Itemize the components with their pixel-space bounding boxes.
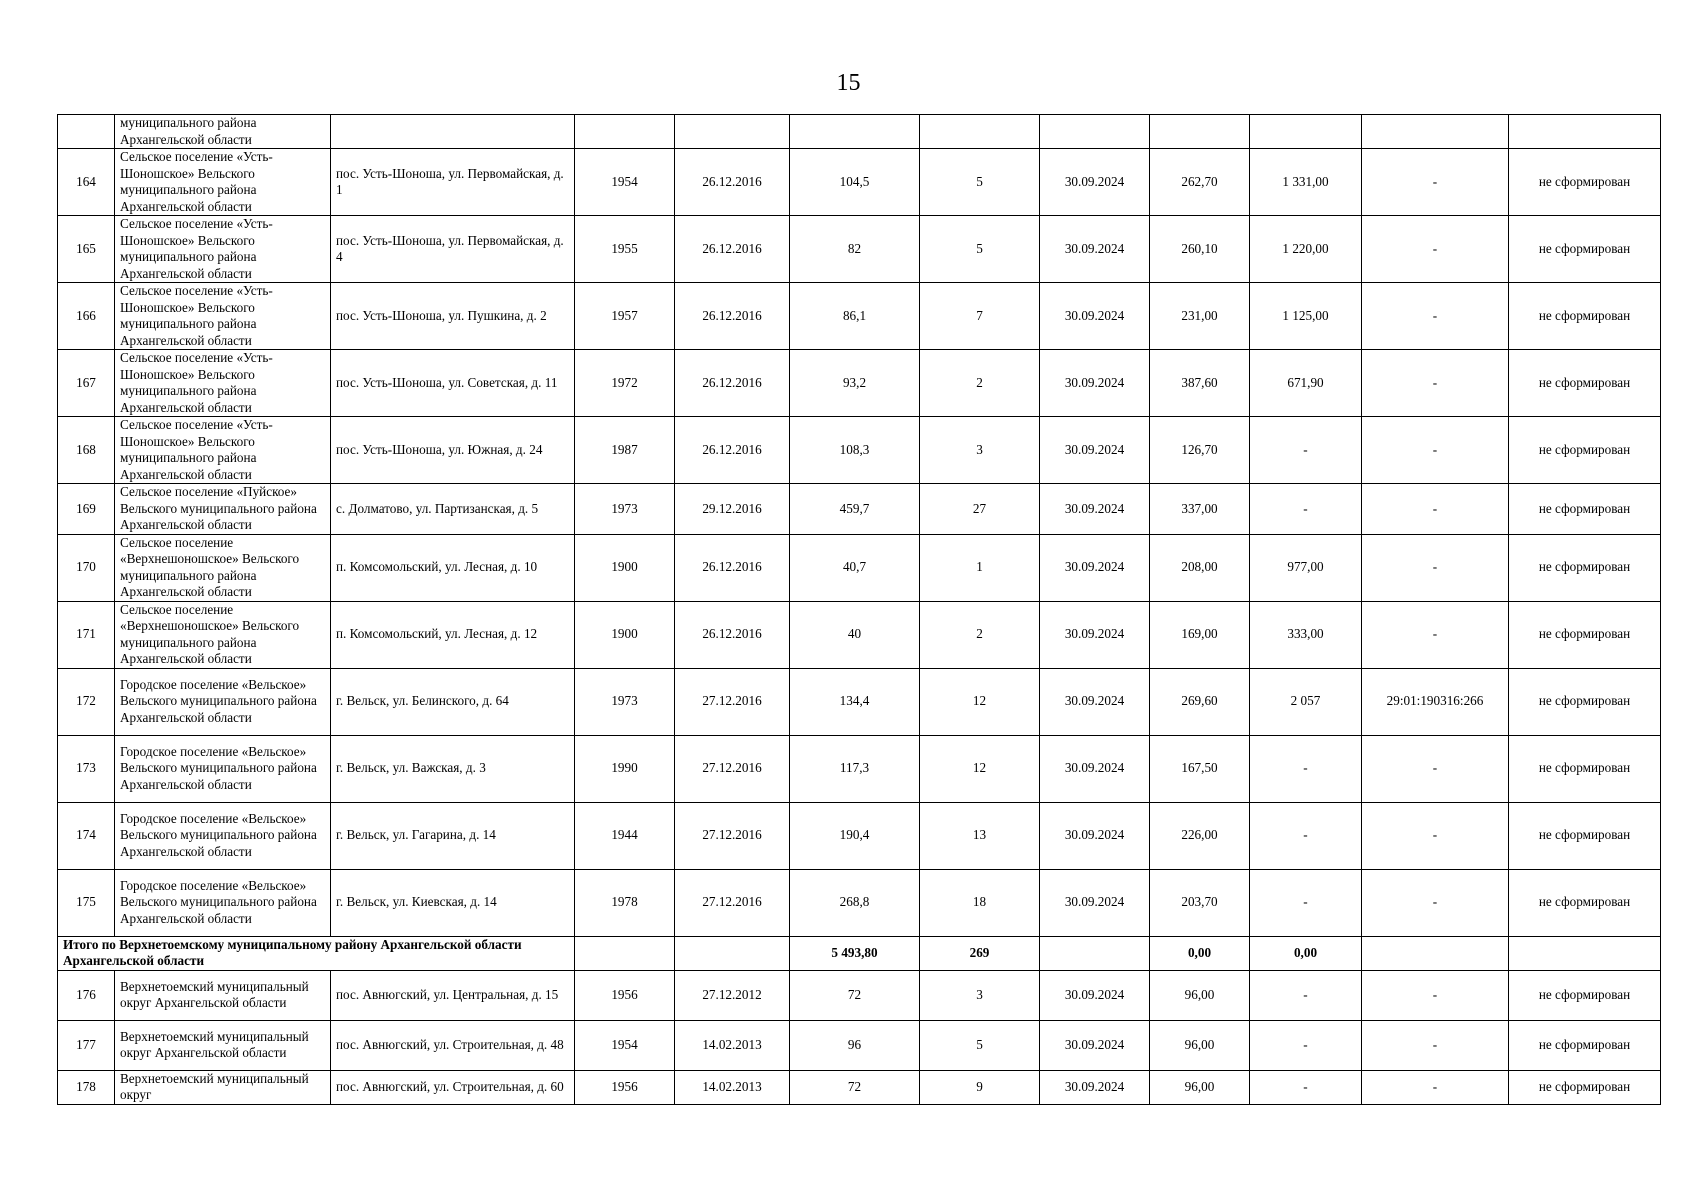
cell-empty bbox=[1509, 115, 1661, 149]
cell-deadline: 30.09.2024 bbox=[1040, 350, 1150, 417]
table-row bbox=[58, 970, 1661, 1020]
cell-settlement: Сельское поселение «Верхнешоношское» Вельского муниципального района Архангельской области bbox=[115, 601, 331, 668]
cell-address: пос. Усть-Шоноша, ул. Первомайская, д. 4 bbox=[331, 216, 575, 283]
cell-empty bbox=[675, 936, 790, 970]
cell-status: не сформирован bbox=[1509, 970, 1661, 1020]
cell-plot-area: 1 125,00 bbox=[1250, 283, 1362, 350]
cell-address: г. Вельск, ул. Гагарина, д. 14 bbox=[331, 802, 575, 869]
cell-area: 40,7 bbox=[790, 534, 920, 601]
cell-date: 26.12.2016 bbox=[675, 417, 790, 484]
table-row bbox=[58, 350, 1661, 417]
cell-deadline: 30.09.2024 bbox=[1040, 601, 1150, 668]
cell-address: п. Комсомольский, ул. Лесная, д. 12 bbox=[331, 601, 575, 668]
cell-plot-area: - bbox=[1250, 970, 1362, 1020]
cell-area: 108,3 bbox=[790, 417, 920, 484]
cell-year: 1900 bbox=[575, 601, 675, 668]
table-row bbox=[58, 1020, 1661, 1070]
cell-cadastral: - bbox=[1362, 149, 1509, 216]
cell-address: г. Вельск, ул. Важская, д. 3 bbox=[331, 735, 575, 802]
cell-land-area: 169,00 bbox=[1150, 601, 1250, 668]
cell-land-area: 96,00 bbox=[1150, 970, 1250, 1020]
cell-date: 27.12.2016 bbox=[675, 668, 790, 735]
cell-deadline: 30.09.2024 bbox=[1040, 869, 1150, 936]
cell-cadastral: - bbox=[1362, 601, 1509, 668]
cell-num: 176 bbox=[58, 970, 115, 1020]
cell-date: 26.12.2016 bbox=[675, 283, 790, 350]
page-number: 15 bbox=[836, 70, 861, 96]
cell-year: 1954 bbox=[575, 149, 675, 216]
cell-date: 29.12.2016 bbox=[675, 484, 790, 535]
cell-residents: 5 bbox=[920, 216, 1040, 283]
cell-num: 172 bbox=[58, 668, 115, 735]
cell-empty bbox=[1362, 936, 1509, 970]
cell-residents: 1 bbox=[920, 534, 1040, 601]
cell-area: 134,4 bbox=[790, 668, 920, 735]
total-plot-area: 0,00 bbox=[1250, 936, 1362, 970]
cell-status: не сформирован bbox=[1509, 283, 1661, 350]
cell-plot-area: - bbox=[1250, 802, 1362, 869]
cell-land-area: 226,00 bbox=[1150, 802, 1250, 869]
cell-cadastral: - bbox=[1362, 350, 1509, 417]
table-row bbox=[58, 802, 1661, 869]
cell-year: 1987 bbox=[575, 417, 675, 484]
cell-year: 1944 bbox=[575, 802, 675, 869]
cell-address: п. Комсомольский, ул. Лесная, д. 10 bbox=[331, 534, 575, 601]
cell-empty bbox=[575, 115, 675, 149]
cell-year: 1973 bbox=[575, 668, 675, 735]
cell-address: пос. Авнюгский, ул. Строительная, д. 48 bbox=[331, 1020, 575, 1070]
cell-land-area: 387,60 bbox=[1150, 350, 1250, 417]
cell-area: 40 bbox=[790, 601, 920, 668]
cell-year: 1972 bbox=[575, 350, 675, 417]
cell-deadline: 30.09.2024 bbox=[1040, 668, 1150, 735]
cell-cadastral: - bbox=[1362, 970, 1509, 1020]
cell-plot-area: 1 220,00 bbox=[1250, 216, 1362, 283]
cell-land-area: 231,00 bbox=[1150, 283, 1250, 350]
cell-settlement: муниципального района Архангельской области bbox=[115, 115, 331, 149]
total-label: Итого по Верхнетоемскому муниципальному району Архангельской области Архангельской области bbox=[58, 936, 575, 970]
cell-plot-area: - bbox=[1250, 484, 1362, 535]
cell-num: 178 bbox=[58, 1070, 115, 1104]
cell-cadastral: - bbox=[1362, 484, 1509, 535]
cell-empty bbox=[1040, 115, 1150, 149]
cell-area: 93,2 bbox=[790, 350, 920, 417]
cell-date: 26.12.2016 bbox=[675, 601, 790, 668]
cell-deadline: 30.09.2024 bbox=[1040, 149, 1150, 216]
table-row bbox=[58, 283, 1661, 350]
cell-deadline: 30.09.2024 bbox=[1040, 417, 1150, 484]
cell-residents: 7 bbox=[920, 283, 1040, 350]
cell-plot-area: 333,00 bbox=[1250, 601, 1362, 668]
cell-address: пос. Усть-Шоноша, ул. Пушкина, д. 2 bbox=[331, 283, 575, 350]
cell-land-area: 260,10 bbox=[1150, 216, 1250, 283]
cell-address: пос. Авнюгский, ул. Строительная, д. 60 bbox=[331, 1070, 575, 1104]
cell-deadline: 30.09.2024 bbox=[1040, 970, 1150, 1020]
cell-empty bbox=[1150, 115, 1250, 149]
cell-deadline: 30.09.2024 bbox=[1040, 534, 1150, 601]
cell-area: 117,3 bbox=[790, 735, 920, 802]
cell-year: 1955 bbox=[575, 216, 675, 283]
cell-area: 82 bbox=[790, 216, 920, 283]
cell-plot-area: - bbox=[1250, 1020, 1362, 1070]
cell-cadastral: - bbox=[1362, 534, 1509, 601]
cell-area: 268,8 bbox=[790, 869, 920, 936]
cell-status: не сформирован bbox=[1509, 1070, 1661, 1104]
cell-plot-area: - bbox=[1250, 417, 1362, 484]
cell-year: 1978 bbox=[575, 869, 675, 936]
table-row bbox=[58, 1070, 1661, 1104]
cell-address: г. Вельск, ул. Киевская, д. 14 bbox=[331, 869, 575, 936]
cell-num: 171 bbox=[58, 601, 115, 668]
table-row-total bbox=[58, 936, 1661, 970]
cell-land-area: 269,60 bbox=[1150, 668, 1250, 735]
cell-num: 174 bbox=[58, 802, 115, 869]
cell-date: 27.12.2016 bbox=[675, 802, 790, 869]
cell-cadastral: - bbox=[1362, 1020, 1509, 1070]
cell-date: 14.02.2013 bbox=[675, 1020, 790, 1070]
cell-year: 1990 bbox=[575, 735, 675, 802]
table-row bbox=[58, 484, 1661, 535]
cell-area: 72 bbox=[790, 1070, 920, 1104]
cell-land-area: 96,00 bbox=[1150, 1020, 1250, 1070]
cell-residents: 2 bbox=[920, 350, 1040, 417]
cell-plot-area: - bbox=[1250, 735, 1362, 802]
cell-deadline: 30.09.2024 bbox=[1040, 484, 1150, 535]
cell-settlement: Городское поселение «Вельское» Вельского муниципального района Архангельской области bbox=[115, 802, 331, 869]
cell-area: 96 bbox=[790, 1020, 920, 1070]
cell-status: не сформирован bbox=[1509, 484, 1661, 535]
cell-empty bbox=[58, 115, 115, 149]
table-row bbox=[58, 417, 1661, 484]
cell-plot-area: 671,90 bbox=[1250, 350, 1362, 417]
cell-empty bbox=[1040, 936, 1150, 970]
cell-date: 26.12.2016 bbox=[675, 534, 790, 601]
cell-address: пос. Авнюгский, ул. Центральная, д. 15 bbox=[331, 970, 575, 1020]
cell-empty bbox=[675, 115, 790, 149]
total-land-area: 0,00 bbox=[1150, 936, 1250, 970]
cell-num: 165 bbox=[58, 216, 115, 283]
cell-status: не сформирован bbox=[1509, 802, 1661, 869]
cell-settlement: Городское поселение «Вельское» Вельского муниципального района Архангельской области bbox=[115, 735, 331, 802]
cell-area: 72 bbox=[790, 970, 920, 1020]
cell-cadastral: - bbox=[1362, 1070, 1509, 1104]
cell-deadline: 30.09.2024 bbox=[1040, 802, 1150, 869]
cell-deadline: 30.09.2024 bbox=[1040, 1070, 1150, 1104]
cell-status: не сформирован bbox=[1509, 668, 1661, 735]
table-row bbox=[58, 216, 1661, 283]
cell-residents: 3 bbox=[920, 417, 1040, 484]
cell-residents: 3 bbox=[920, 970, 1040, 1020]
cell-date: 26.12.2016 bbox=[675, 216, 790, 283]
cell-residents: 12 bbox=[920, 735, 1040, 802]
cell-empty bbox=[1509, 936, 1661, 970]
cell-plot-area: 977,00 bbox=[1250, 534, 1362, 601]
cell-status: не сформирован bbox=[1509, 534, 1661, 601]
cell-num: 168 bbox=[58, 417, 115, 484]
cell-land-area: 337,00 bbox=[1150, 484, 1250, 535]
cell-address: пос. Усть-Шоноша, ул. Советская, д. 11 bbox=[331, 350, 575, 417]
cell-num: 175 bbox=[58, 869, 115, 936]
cell-cadastral: 29:01:190316:266 bbox=[1362, 668, 1509, 735]
cell-settlement: Городское поселение «Вельское» Вельского муниципального района Архангельской области bbox=[115, 668, 331, 735]
cell-year: 1956 bbox=[575, 970, 675, 1020]
cell-cadastral: - bbox=[1362, 283, 1509, 350]
cell-date: 14.02.2013 bbox=[675, 1070, 790, 1104]
cell-empty bbox=[790, 115, 920, 149]
cell-settlement: Сельское поселение «Верхнешоношское» Вельского муниципального района Архангельской области bbox=[115, 534, 331, 601]
cell-date: 27.12.2016 bbox=[675, 735, 790, 802]
cell-num: 170 bbox=[58, 534, 115, 601]
cell-date: 26.12.2016 bbox=[675, 350, 790, 417]
cell-year: 1900 bbox=[575, 534, 675, 601]
cell-land-area: 126,70 bbox=[1150, 417, 1250, 484]
cell-land-area: 167,50 bbox=[1150, 735, 1250, 802]
cell-plot-area: 1 331,00 bbox=[1250, 149, 1362, 216]
cell-residents: 2 bbox=[920, 601, 1040, 668]
cell-settlement: Сельское поселение «Пуйское» Вельского муниципального района Архангельской области bbox=[115, 484, 331, 535]
cell-status: не сформирован bbox=[1509, 735, 1661, 802]
table-row bbox=[58, 149, 1661, 216]
cell-num: 173 bbox=[58, 735, 115, 802]
cell-date: 27.12.2012 bbox=[675, 970, 790, 1020]
cell-area: 190,4 bbox=[790, 802, 920, 869]
cell-cadastral: - bbox=[1362, 417, 1509, 484]
cell-num: 177 bbox=[58, 1020, 115, 1070]
cell-status: не сформирован bbox=[1509, 417, 1661, 484]
cell-year: 1973 bbox=[575, 484, 675, 535]
cell-year: 1954 bbox=[575, 1020, 675, 1070]
cell-settlement: Сельское поселение «Усть-Шоношское» Вельского муниципального района Архангельской области bbox=[115, 417, 331, 484]
cell-address: г. Вельск, ул. Белинского, д. 64 bbox=[331, 668, 575, 735]
cell-empty bbox=[1362, 115, 1509, 149]
cell-settlement: Сельское поселение «Усть-Шоношское» Вельского муниципального района Архангельской области bbox=[115, 216, 331, 283]
cell-deadline: 30.09.2024 bbox=[1040, 283, 1150, 350]
cell-status: не сформирован bbox=[1509, 350, 1661, 417]
cell-residents: 5 bbox=[920, 149, 1040, 216]
table-row bbox=[58, 534, 1661, 601]
cell-residents: 13 bbox=[920, 802, 1040, 869]
cell-settlement: Городское поселение «Вельское» Вельского муниципального района Архангельской области bbox=[115, 869, 331, 936]
cell-address: с. Долматово, ул. Партизанская, д. 5 bbox=[331, 484, 575, 535]
cell-plot-area: - bbox=[1250, 1070, 1362, 1104]
cell-land-area: 96,00 bbox=[1150, 1070, 1250, 1104]
cell-residents: 12 bbox=[920, 668, 1040, 735]
cell-status: не сформирован bbox=[1509, 1020, 1661, 1070]
cell-status: не сформирован bbox=[1509, 869, 1661, 936]
cell-status: не сформирован bbox=[1509, 601, 1661, 668]
cell-land-area: 208,00 bbox=[1150, 534, 1250, 601]
total-area: 5 493,80 bbox=[790, 936, 920, 970]
table-row bbox=[58, 869, 1661, 936]
table-row bbox=[58, 735, 1661, 802]
housing-registry-table bbox=[57, 114, 1661, 1105]
cell-plot-area: 2 057 bbox=[1250, 668, 1362, 735]
cell-year: 1956 bbox=[575, 1070, 675, 1104]
cell-residents: 27 bbox=[920, 484, 1040, 535]
cell-settlement: Верхнетоемский муниципальный округ bbox=[115, 1070, 331, 1104]
cell-deadline: 30.09.2024 bbox=[1040, 1020, 1150, 1070]
cell-date: 27.12.2016 bbox=[675, 869, 790, 936]
cell-land-area: 203,70 bbox=[1150, 869, 1250, 936]
cell-status: не сформирован bbox=[1509, 149, 1661, 216]
cell-cadastral: - bbox=[1362, 735, 1509, 802]
cell-num: 169 bbox=[58, 484, 115, 535]
cell-settlement: Сельское поселение «Усть-Шоношское» Вельского муниципального района Архангельской области bbox=[115, 350, 331, 417]
cell-cadastral: - bbox=[1362, 802, 1509, 869]
cell-residents: 5 bbox=[920, 1020, 1040, 1070]
cell-settlement: Сельское поселение «Усть-Шоношское» Вельского муниципального района Архангельской области bbox=[115, 149, 331, 216]
cell-area: 86,1 bbox=[790, 283, 920, 350]
cell-residents: 18 bbox=[920, 869, 1040, 936]
cell-land-area: 262,70 bbox=[1150, 149, 1250, 216]
table-row bbox=[58, 601, 1661, 668]
cell-empty bbox=[575, 936, 675, 970]
table-row-continuation bbox=[58, 115, 1661, 149]
cell-num: 166 bbox=[58, 283, 115, 350]
cell-settlement: Верхнетоемский муниципальный округ Архангельской области bbox=[115, 1020, 331, 1070]
cell-empty bbox=[331, 115, 575, 149]
cell-settlement: Верхнетоемский муниципальный округ Архангельской области bbox=[115, 970, 331, 1020]
cell-area: 459,7 bbox=[790, 484, 920, 535]
cell-empty bbox=[1250, 115, 1362, 149]
table-row bbox=[58, 668, 1661, 735]
cell-area: 104,5 bbox=[790, 149, 920, 216]
cell-status: не сформирован bbox=[1509, 216, 1661, 283]
total-residents: 269 bbox=[920, 936, 1040, 970]
cell-deadline: 30.09.2024 bbox=[1040, 735, 1150, 802]
cell-num: 164 bbox=[58, 149, 115, 216]
cell-cadastral: - bbox=[1362, 216, 1509, 283]
cell-plot-area: - bbox=[1250, 869, 1362, 936]
cell-year: 1957 bbox=[575, 283, 675, 350]
cell-num: 167 bbox=[58, 350, 115, 417]
cell-empty bbox=[920, 115, 1040, 149]
cell-date: 26.12.2016 bbox=[675, 149, 790, 216]
cell-address: пос. Усть-Шоноша, ул. Первомайская, д. 1 bbox=[331, 149, 575, 216]
cell-residents: 9 bbox=[920, 1070, 1040, 1104]
cell-settlement: Сельское поселение «Усть-Шоношское» Вельского муниципального района Архангельской области bbox=[115, 283, 331, 350]
cell-deadline: 30.09.2024 bbox=[1040, 216, 1150, 283]
cell-address: пос. Усть-Шоноша, ул. Южная, д. 24 bbox=[331, 417, 575, 484]
cell-cadastral: - bbox=[1362, 869, 1509, 936]
